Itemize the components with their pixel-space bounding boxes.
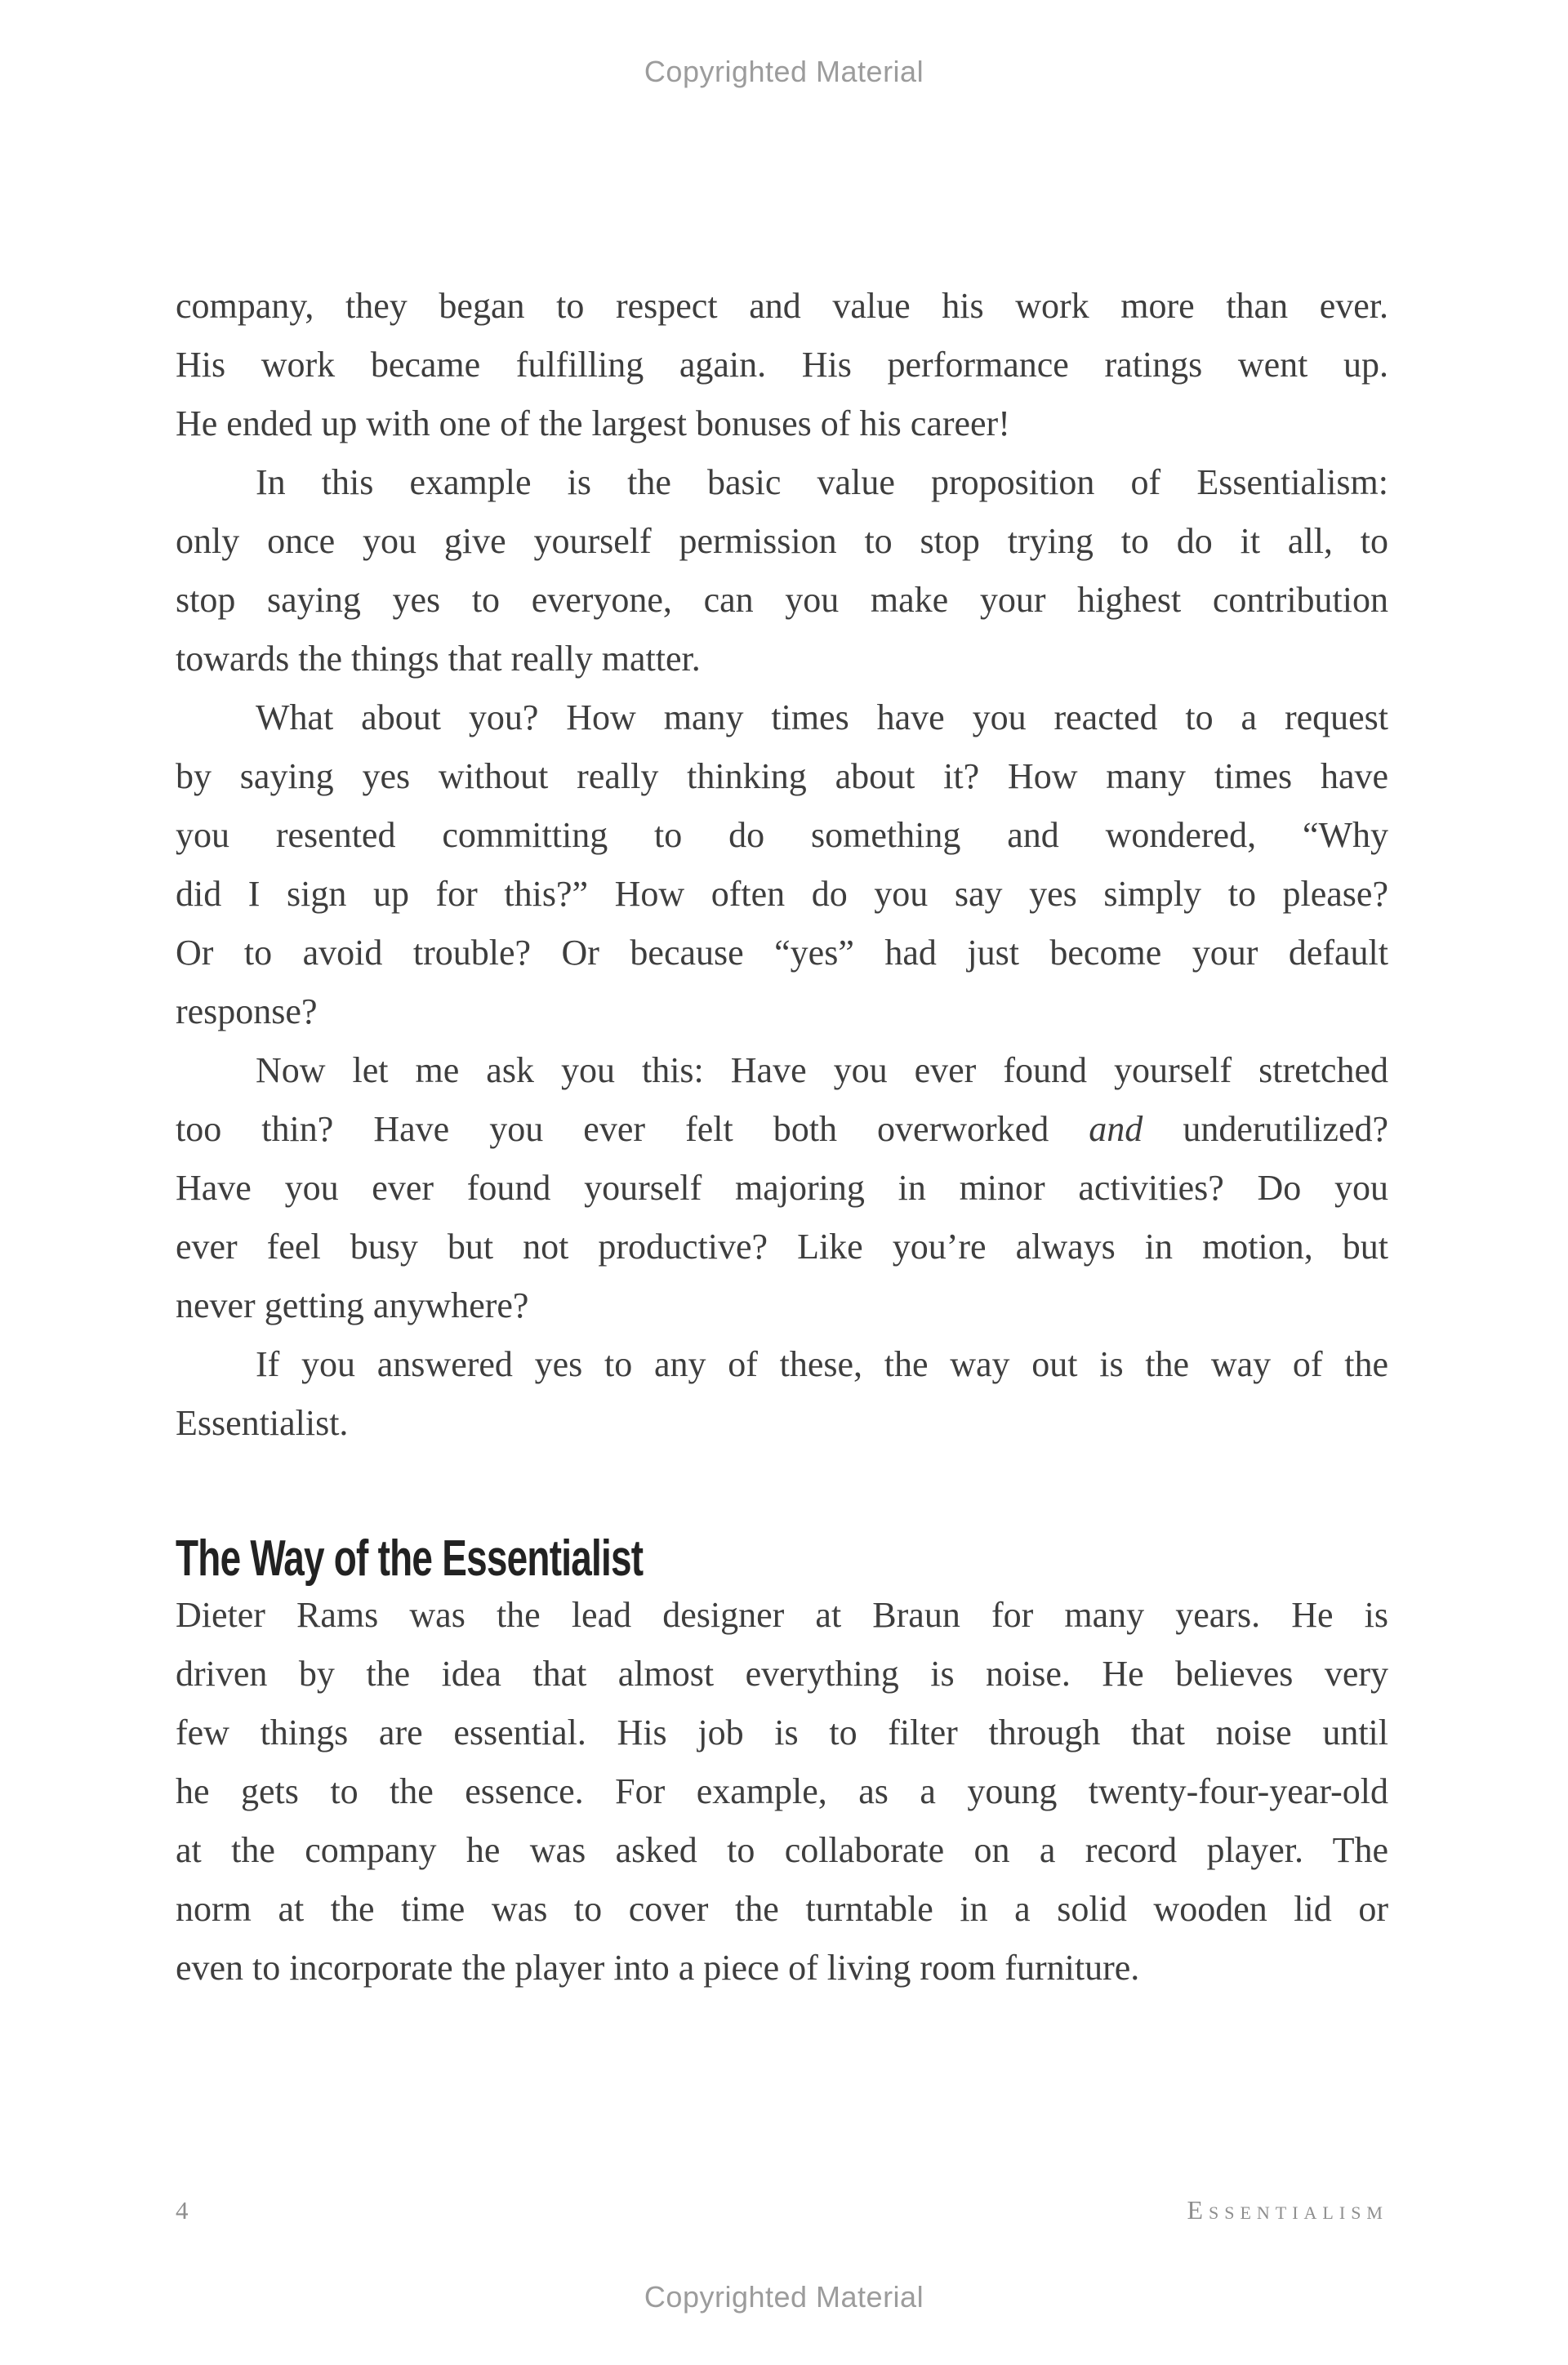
- text-line: he gets to the essence. For example, as a young twenty-four-year-old: [176, 1771, 1388, 1811]
- body-paragraphs-top: [176, 277, 1388, 1453]
- text-line: at the company he was asked to collaborate on a record player. The: [176, 1830, 1388, 1870]
- text-line: In this example is the basic value proposition of Essentialism:: [256, 462, 1388, 502]
- text-line: only once you give yourself permission to stop trying to do it all, to: [176, 521, 1388, 561]
- text-line: never getting anywhere?: [176, 1285, 529, 1325]
- paragraph: [176, 1041, 1388, 1335]
- text-line: company, they began to respect and value his work more than ever.: [176, 286, 1388, 326]
- text-line: He ended up with one of the largest bonuses of his career!: [176, 403, 1010, 443]
- copyright-notice-bottom: Copyrighted Material: [644, 2280, 924, 2314]
- paragraph: [176, 1586, 1388, 1998]
- copyright-notice-top: Copyrighted Material: [644, 55, 924, 88]
- text-line: response?: [176, 991, 318, 1031]
- body-paragraphs-bottom: [176, 1586, 1388, 1998]
- text-line: Essentialist.: [176, 1403, 349, 1443]
- paragraph: [176, 277, 1388, 453]
- text-line: even to incorporate the player into a piece of living room furniture.: [176, 1948, 1140, 1988]
- text-line: His work became fulfilling again. His performance ratings went up.: [176, 345, 1388, 385]
- text-line: driven by the idea that almost everything is noise. He believes very: [176, 1654, 1388, 1694]
- text-line: Now let me ask you this: Have you ever found yourself stretched: [256, 1050, 1388, 1090]
- running-header: Essentialism: [1187, 2195, 1388, 2225]
- text-line: few things are essential. His job is to filter through that noise until: [176, 1713, 1388, 1753]
- text-line: Or to avoid trouble? Or because “yes” had just become your default: [176, 933, 1388, 973]
- text-line: Dieter Rams was the lead designer at Braun for many years. He is: [176, 1595, 1388, 1635]
- text-line: you resented committing to do something and wondered, “Why: [176, 815, 1388, 855]
- paragraph: [176, 453, 1388, 688]
- page-body: [176, 277, 1388, 1998]
- text-line: towards the things that really matter.: [176, 639, 701, 679]
- text-line: If you answered yes to any of these, the way out is the way of the: [256, 1344, 1388, 1384]
- text-line: stop saying yes to everyone, can you make your highest contribution: [176, 580, 1388, 620]
- section-heading: The Way of the Essentialist: [176, 1530, 644, 1587]
- text-line: by saying yes without really thinking about it? How many times have: [176, 756, 1388, 796]
- paragraph: [176, 1335, 1388, 1453]
- page-number: 4: [176, 2196, 189, 2225]
- text-line: norm at the time was to cover the turntable in a solid wooden lid or: [176, 1889, 1388, 1929]
- page-footer: [176, 2194, 1388, 2227]
- text-line: What about you? How many times have you reacted to a request: [256, 697, 1388, 737]
- paragraph: [176, 688, 1388, 1041]
- text-line: Have you ever found yourself majoring in minor activities? Do you: [176, 1168, 1388, 1208]
- text-line: ever feel busy but not productive? Like you’re always in motion, but: [176, 1227, 1388, 1267]
- text-line: too thin? Have you ever felt both overworked and underutilized?: [176, 1109, 1388, 1149]
- text-line: did I sign up for this?” How often do you say yes simply to please?: [176, 874, 1388, 914]
